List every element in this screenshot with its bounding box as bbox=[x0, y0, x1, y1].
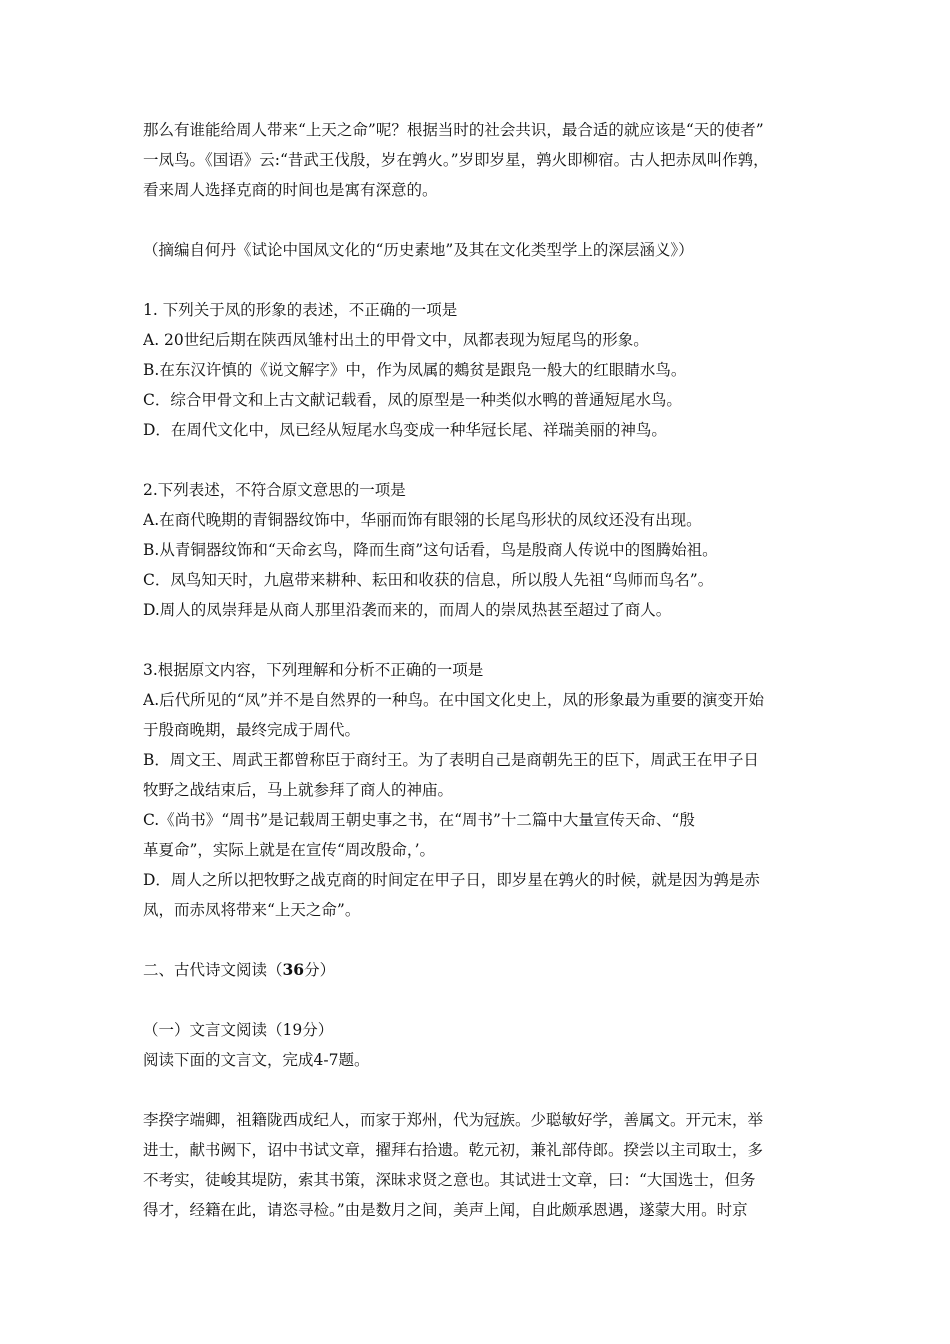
text-line: 不考实，徒峻其堤防，索其书策，深昧求贤之意也。其试进士文章，曰：“大国选士，但务 bbox=[143, 1171, 756, 1189]
question-stem: 2.下列表述，不符合原文意思的一项是 bbox=[143, 481, 406, 499]
option-c-cont: 革夏命”，实际上就是在宣传“周改殷命，’。 bbox=[143, 841, 436, 859]
option-c: C．综合甲骨文和上古文献记载看，凤的原型是一种类似水鸭的普通短尾水鸟。 bbox=[143, 391, 682, 409]
option-a: A.在商代晚期的青铜器纹饰中，华丽而饰有眼翎的长尾鸟形状的凤纹还没有出现。 bbox=[143, 511, 702, 529]
text-line: 得才，经籍在此，请恣寻检。”由是数月之间，美声上闻，自此颇承恩遇，遂蒙大用。时京 bbox=[143, 1201, 748, 1219]
source-note: （摘编自何丹《试论中国凤文化的“历史素地”及其在文化类型学上的深层涵义》） bbox=[143, 241, 694, 259]
option-d: D.周人的凤崇拜是从商人那里沿袭而来的，而周人的崇凤热甚至超过了商人。 bbox=[143, 601, 672, 619]
text-line: 看来周人选择克商的时间也是寓有深意的。 bbox=[143, 181, 438, 199]
text-line: 那么有谁能给周人带来“上天之命”呢？根据当时的社会共识，最合适的就应该是“天的使者” bbox=[143, 121, 764, 139]
option-b: B．周文王、周武王都曾称臣于商纣王。为了表明自己是商朝先王的臣下，周武王在甲子日 bbox=[143, 751, 759, 769]
option-a-cont: 于殷商晚期，最终完成于周代。 bbox=[143, 721, 361, 739]
section-points: 36 bbox=[282, 960, 305, 979]
question-2 bbox=[143, 475, 813, 625]
passage-end bbox=[143, 115, 813, 205]
option-d: D．在周代文化中，凤已经从短尾水鸟变成一种华冠长尾、祥瑞美丽的神鸟。 bbox=[143, 421, 667, 439]
section-heading bbox=[143, 955, 813, 985]
option-c: C.《尚书》“周书”是记载周王朝史事之书，在“周书”十二篇中大量宣传天命、“殷 bbox=[143, 811, 695, 829]
option-c: C．凤鸟知天时，九扈带来耕种、耘田和收获的信息，所以殷人先祖“鸟师而鸟名”。 bbox=[143, 571, 714, 589]
section-heading-suffix: 分） bbox=[304, 961, 336, 979]
classical-text bbox=[143, 1105, 813, 1225]
option-d-cont: 凤，而赤凤将带来“上天之命”。 bbox=[143, 901, 361, 919]
option-d: D．周人之所以把牧野之战克商的时间定在甲子日，即岁星在鹑火的时候，就是因为鹑是赤 bbox=[143, 871, 760, 889]
option-b: B.在东汉许慎的《说文解字》中，作为凤属的鷞贫是跟凫一般大的红眼睛水鸟。 bbox=[143, 361, 687, 379]
option-b: B.从青铜器纹饰和“天命玄鸟，降而生商”这句话看，鸟是殷商人传说中的图腾始祖。 bbox=[143, 541, 718, 559]
text-line: 进士，献书阙下，诏中书试文章，擢拜右拾遗。乾元初，兼礼部侍郎。揆尝以主司取士，多 bbox=[143, 1141, 764, 1159]
question-stem: 3.根据原文内容，下列理解和分析不正确的一项是 bbox=[143, 661, 484, 679]
section-heading-prefix: 二、古代诗文阅读（ bbox=[143, 961, 283, 979]
document-page bbox=[143, 115, 813, 1225]
option-a: A.后代所见的“凤”并不是自然界的一种鸟。在中国文化史上，凤的形象最为重要的演变开始 bbox=[143, 691, 764, 709]
subsection-title: （一）文言文阅读（19分） bbox=[143, 1021, 334, 1039]
instruction: 阅读下面的文言文，完成4-7题。 bbox=[143, 1051, 370, 1069]
text-line: 李揆字端卿，祖籍陇西成纪人，而家于郑州，代为冠族。少聪敏好学，善属文。开元末，举 bbox=[143, 1111, 764, 1129]
question-stem: 1. 下列关于凤的形象的表述，不正确的一项是 bbox=[143, 301, 458, 319]
option-b-cont: 牧野之战结束后，马上就参拜了商人的神庙。 bbox=[143, 781, 454, 799]
option-a: A. 20世纪后期在陕西凤雏村出土的甲骨文中，凤都表现为短尾鸟的形象。 bbox=[143, 331, 649, 349]
text-line: 一凤鸟。《国语》云:“昔武王伐殷，岁在鹑火。”岁即岁星，鹑火即柳宿。古人把赤凤叫作鹑， bbox=[143, 151, 769, 169]
question-1 bbox=[143, 295, 813, 445]
question-3 bbox=[143, 655, 813, 925]
